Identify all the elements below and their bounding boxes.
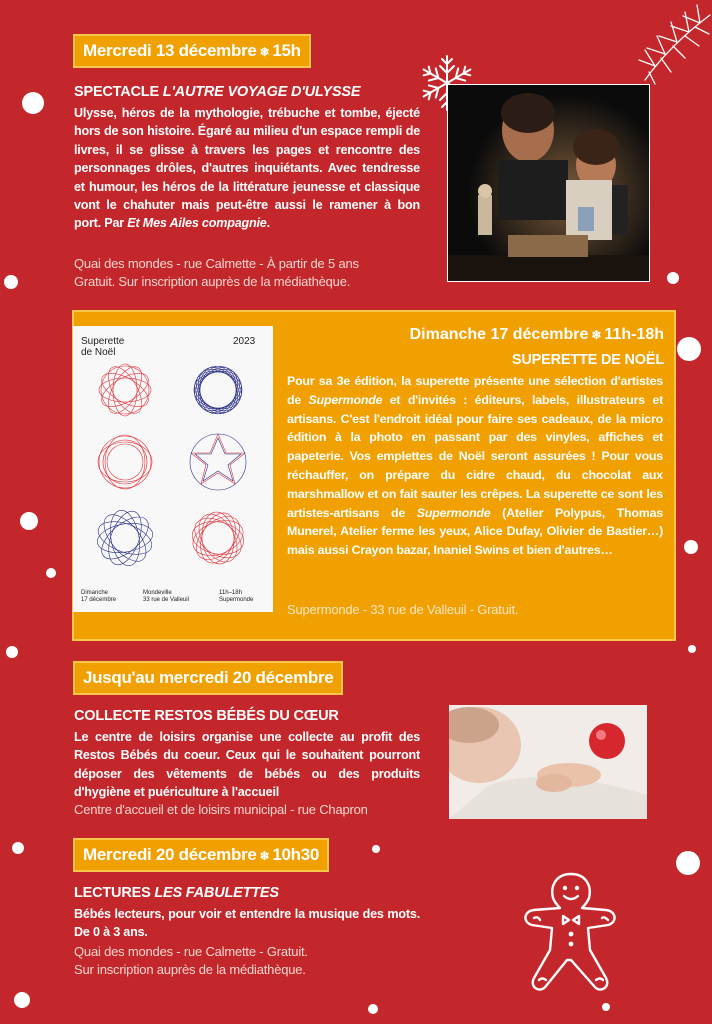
separator-snowflake-icon: ❄: [591, 328, 602, 342]
event-title: SUPERETTE DE NOËL: [511, 352, 664, 368]
event-description: Bébés lecteurs, pour voir et entendre la musique des mots. De 0 à 3 ans.: [74, 907, 420, 940]
event-description: Pour sa 3e édition, la superette présente une sélection d'artistes de Supermonde et d'invités : éditeurs, labels, illustrateurs et artisans. C'est l'endroit idéal pour faire ses cadeaux, de la micro édition à la photo en passant par des vinyles, affiches et papeterie. Vos emplettes de Noël seront assurées ! Pour vous réchauffer, on prépare du cidre chaud, du chocolat aux marshmallow et on fait sauter les crêpes. La superette ce sont les artistes-artisans de Supermonde (Atelier Polypus, Thomas Munerel, Atelier ferme les yeux, Alice Dufay, Olivier de Bastier…) mais aussi Crayon bazar, Inaniel Swins et bien d'autres…: [287, 374, 663, 558]
poster-footer-place: Mondeville 33 rue de Valleuil: [143, 590, 189, 603]
gingerbread-man-icon: [512, 870, 630, 998]
snow-dot: [4, 275, 18, 289]
snow-dot: [14, 992, 30, 1008]
event-time: 11h-18h: [604, 326, 664, 343]
event-description: Le centre de loisirs organise une collecte au profit des Restos Bébés du coeur. Ceux qui le souhaitent pourront déposer des vêtements de bébés ou des produits d'hygiène et puériculture à l'accueil: [74, 730, 420, 800]
snow-dot: [46, 568, 56, 578]
pine-branch-icon: [625, 0, 712, 85]
snow-dot: [677, 337, 701, 361]
snow-dot: [368, 1004, 378, 1014]
snow-dot: [20, 512, 38, 530]
event-description: Ulysse, héros de la mythologie, trébuche et tombe, éjecté hors de son histoire. Égaré au milieu d'un espace rempli de livres, il se glisse à travers les pages et rencontre des personnages drôles, d'autres inquiétants. Avec tendresse et humour, les héros de la littérature jeunesse et classique vont le chahuter mais peut-être aussi le ramener à bon port. Par Et Mes Ailes compagnie.: [74, 106, 420, 231]
separator-snowflake-icon: ❄: [259, 849, 270, 863]
event-title: COLLECTE RESTOS BÉBÉS DU CŒUR: [74, 708, 339, 724]
snow-dot: [372, 845, 380, 853]
event-time: 10h30: [272, 845, 320, 864]
event-date: Dimanche 17 décembre: [409, 326, 589, 343]
event-info: Centre d'accueil et de loisirs municipal - rue Chapron: [74, 802, 368, 817]
snow-dot: [684, 540, 698, 554]
poster-title: Superette de Noël: [81, 336, 125, 358]
snow-dot: [676, 851, 700, 875]
snow-dot: [22, 92, 44, 114]
baby-photo: [449, 705, 647, 819]
event-date: Jusqu'au mercredi 20 décembre: [83, 668, 334, 687]
event-date: Mercredi 20 décembre: [83, 845, 257, 864]
poster-footer-date: Dimanche 17 décembre: [81, 590, 117, 603]
event-date-tag: [73, 661, 343, 695]
poster-spirograph-art: [83, 360, 263, 590]
event-date-tag: [73, 838, 329, 872]
event-info: Quai des mondes - rue Calmette - Gratuit. Sur inscription auprès de la médiathèque.: [74, 944, 308, 977]
separator-snowflake-icon: ❄: [259, 45, 270, 59]
poster-year: 2023: [233, 336, 256, 347]
event-date: Mercredi 13 décembre: [83, 41, 257, 60]
event-info: Supermonde - 33 rue de Valleuil - Gratuit.: [287, 602, 519, 617]
superette-poster: [73, 326, 273, 612]
poster-footer-time: 11h–18h Supermonde: [219, 590, 254, 603]
event-date-line: [286, 326, 664, 344]
snow-dot: [6, 646, 18, 658]
event-time: 15h: [272, 41, 301, 60]
snow-dot: [602, 1003, 610, 1011]
snow-dot: [12, 842, 24, 854]
event-title: LECTURES LES FABULETTES: [74, 885, 279, 901]
event-info: Quai des mondes - rue Calmette - À partir de 5 ans Gratuit. Sur inscription auprès de la médiathèque.: [74, 256, 359, 289]
event-date-tag: [73, 34, 311, 68]
event-title: SPECTACLE L'AUTRE VOYAGE D'ULYSSE: [74, 84, 361, 100]
snow-dot: [667, 272, 679, 284]
theatre-photo: [447, 84, 650, 282]
snow-dot: [688, 645, 696, 653]
